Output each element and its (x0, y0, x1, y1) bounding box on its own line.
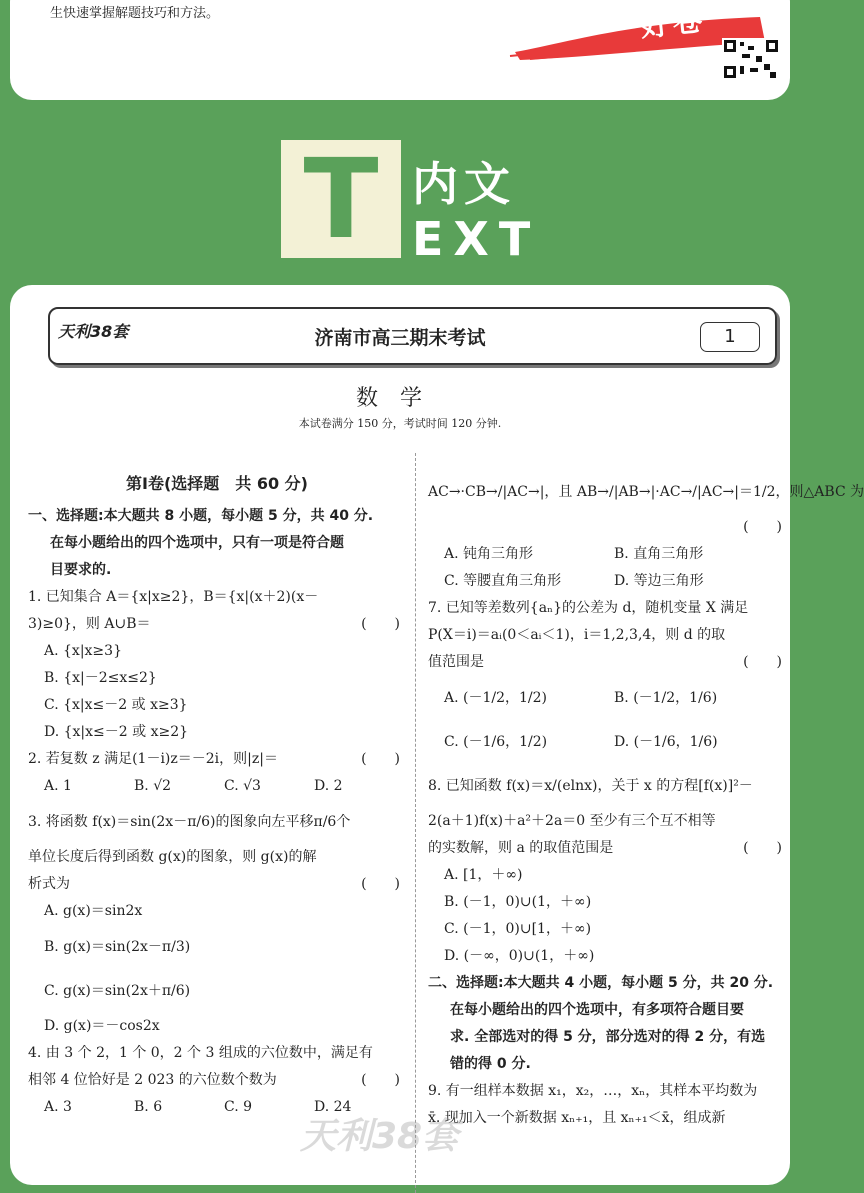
instruction-line (428, 997, 788, 1024)
option-text: A. {x|x≥3} (44, 643, 122, 659)
header-letter: T (303, 135, 379, 263)
question-text: 1. 已知集合 A＝{x|x≥2}，B＝{x|(x＋2)(x－ (28, 589, 319, 605)
exam-paper (10, 285, 864, 1185)
question-text: AC→·CB→/|AC→|，且 AB→/|AB→|·AC→/|AC→|＝1/2，则△ABC 为 (428, 484, 864, 500)
question-line (28, 871, 406, 898)
option-row (28, 925, 406, 969)
left-column (28, 470, 406, 1121)
option-text: C. {x|x≤－2 或 x≥3} (44, 697, 188, 713)
subject-title: 数学 (355, 386, 444, 411)
question-line (428, 622, 788, 649)
exam-number-badge: 1 (700, 322, 760, 352)
option-text: C. g(x)＝sin(2x＋π/6) (44, 983, 191, 999)
instruction-text: 目要求的. (50, 562, 112, 578)
option-text: A. g(x)＝sin2x (44, 903, 143, 919)
question-text: 3)≥0}，则 A∪B＝ (28, 616, 151, 632)
watermark-logo: 天利38套 (300, 1116, 459, 1157)
option-text: C. (－1/6，1/2) (444, 734, 548, 750)
option-text: C. 9 (224, 1099, 253, 1115)
instruction-line (28, 503, 406, 530)
option-row (428, 676, 788, 720)
instruction-text: 一、选择题:本大题共 8 小题，每小题 5 分，共 40 分. (28, 508, 374, 524)
brand-label: 好卷 (638, 2, 707, 45)
option-text: B. 6 (134, 1099, 163, 1115)
header-letter-box (281, 135, 401, 263)
question-text: 值范围是 (428, 654, 484, 670)
option-text: B. 直角三角形 (614, 546, 704, 562)
question-line (428, 649, 788, 676)
option-row (428, 862, 788, 889)
question-text: 7. 已知等差数列{aₙ}的公差为 d，随机变量 X 满足 (428, 600, 749, 616)
option-text: C. 等腰直角三角形 (444, 573, 562, 589)
option-row (28, 898, 406, 925)
option-text: B. √2 (134, 778, 172, 794)
option-text: D. (－∞，0)∪(1，＋∞) (444, 948, 595, 964)
question-line (428, 470, 864, 514)
exam-title: 济南市高三期末考试 (314, 327, 486, 349)
option-row (428, 916, 788, 943)
option-row (428, 720, 788, 764)
answer-parens: ( ) (361, 751, 400, 767)
question-text: 单位长度后得到函数 g(x)的图象，则 g(x)的解 (28, 849, 317, 865)
question-text: P(X＝i)＝aᵢ(0＜aᵢ＜1)，i＝1,2,3,4，则 d 的取 (428, 627, 726, 643)
instruction-text: 二、选择题:本大题共 4 小题，每小题 5 分，共 20 分. (428, 975, 774, 991)
question-line (428, 595, 788, 622)
question-line (428, 808, 788, 835)
option-row (428, 541, 788, 568)
question-line (28, 584, 406, 611)
answer-parens: ( ) (743, 840, 782, 856)
question-line (28, 800, 406, 844)
answer-parens: ( ) (361, 1072, 400, 1088)
instruction-line (28, 557, 406, 584)
option-text: C. (－1，0)∪[1，＋∞) (444, 921, 592, 937)
option-text: B. (－1/2，1/6) (614, 690, 718, 706)
intro-text: 生快速掌握解题技巧和方法。 (50, 6, 220, 21)
answer-parens: ( ) (361, 876, 400, 892)
question-text: 9. 有一组样本数据 x₁，x₂，…，xₙ，其样本平均数为 (428, 1083, 758, 1099)
top-card (10, 0, 790, 100)
option-text: A. 钝角三角形 (444, 546, 534, 562)
option-text: B. (－1，0)∪(1，＋∞) (444, 894, 592, 910)
answer-parens: ( ) (743, 519, 782, 535)
brand-logo: 天利38套 (58, 322, 129, 341)
question-text: x̄. 现加入一个新数据 xₙ₊₁，且 xₙ₊₁＜x̄，组成新 (428, 1110, 726, 1126)
instruction-text: 在每小题给出的四个选项中，只有一项是符合题 (50, 535, 344, 551)
header-subtitle: EXT (412, 212, 541, 266)
instruction-text: 求. 全部选对的得 5 分，部分选对的得 2 分，有选 (450, 1029, 766, 1045)
option-text: A. 1 (44, 778, 72, 794)
question-line (28, 1067, 406, 1094)
option-text: C. √3 (224, 778, 261, 794)
option-row (28, 969, 406, 1013)
question-line (428, 1105, 788, 1132)
question-text: 相邻 4 位恰好是 2 023 的六位数个数为 (28, 1072, 277, 1088)
option-row (28, 638, 406, 665)
exam-info: 本试卷满分 150 分，考试时间 120 分钟. (298, 417, 502, 430)
question-line (428, 1078, 788, 1105)
question-line (28, 611, 406, 638)
header-title: 内文 (412, 157, 516, 211)
option-row (28, 692, 406, 719)
instruction-text: 错的得 0 分. (450, 1056, 531, 1072)
question-line (428, 764, 788, 808)
option-text: A. 3 (44, 1099, 72, 1115)
question-line (28, 746, 406, 773)
instruction-line (428, 1051, 788, 1078)
option-row (28, 719, 406, 746)
answer-parens: ( ) (743, 654, 782, 670)
option-text: B. g(x)＝sin(2x－π/3) (44, 939, 191, 955)
answer-parens: ( ) (361, 616, 400, 632)
answer-blank (428, 514, 788, 541)
option-text: D. 等边三角形 (614, 573, 704, 589)
option-row (428, 889, 788, 916)
option-text: A. (－1/2，1/2) (444, 690, 547, 706)
column-divider (415, 453, 416, 1193)
question-text: 2(a＋1)f(x)＋a²＋2a＝0 至少有三个互不相等 (428, 813, 716, 829)
question-line (428, 835, 788, 862)
section-heading-text: 第Ⅰ卷(选择题 共 60 分) (126, 474, 308, 493)
option-row (428, 568, 788, 595)
right-column (428, 470, 864, 1132)
question-line (28, 1040, 406, 1067)
option-text: D. {x|x≤－2 或 x≥2} (44, 724, 189, 740)
option-text: B. {x|－2≤x≤2} (44, 670, 157, 686)
option-row (28, 665, 406, 692)
instruction-text: 在每小题给出的四个选项中，有多项符合题目要 (450, 1002, 744, 1018)
option-text: D. (－1/6，1/6) (614, 734, 718, 750)
option-text: D. g(x)＝－cos2x (44, 1018, 160, 1034)
question-text: 的实数解，则 a 的取值范围是 (428, 840, 614, 856)
option-text: D. 2 (314, 778, 343, 794)
question-text: 3. 将函数 f(x)＝sin(2x－π/6)的图象向左平移π/6个 (28, 814, 351, 830)
option-row (28, 773, 406, 800)
option-row (428, 943, 788, 970)
question-text: 2. 若复数 z 满足(1－i)z＝－2i，则|z|＝ (28, 751, 278, 767)
option-text: A. [1，＋∞) (444, 867, 523, 883)
option-row (28, 1013, 406, 1040)
question-text: 8. 已知函数 f(x)＝x/(elnx)，关于 x 的方程[f(x)]²－ (428, 778, 753, 794)
question-text: 4. 由 3 个 2，1 个 0，2 个 3 组成的六位数中，满足有 (28, 1045, 373, 1061)
question-line (28, 844, 406, 871)
section-heading (28, 470, 406, 497)
question-text: 析式为 (28, 876, 70, 892)
instruction-line (428, 1024, 788, 1051)
qr-code-icon[interactable] (722, 38, 780, 80)
option-text: D. 24 (314, 1099, 352, 1115)
instruction-line (28, 530, 406, 557)
instruction-line (428, 970, 788, 997)
